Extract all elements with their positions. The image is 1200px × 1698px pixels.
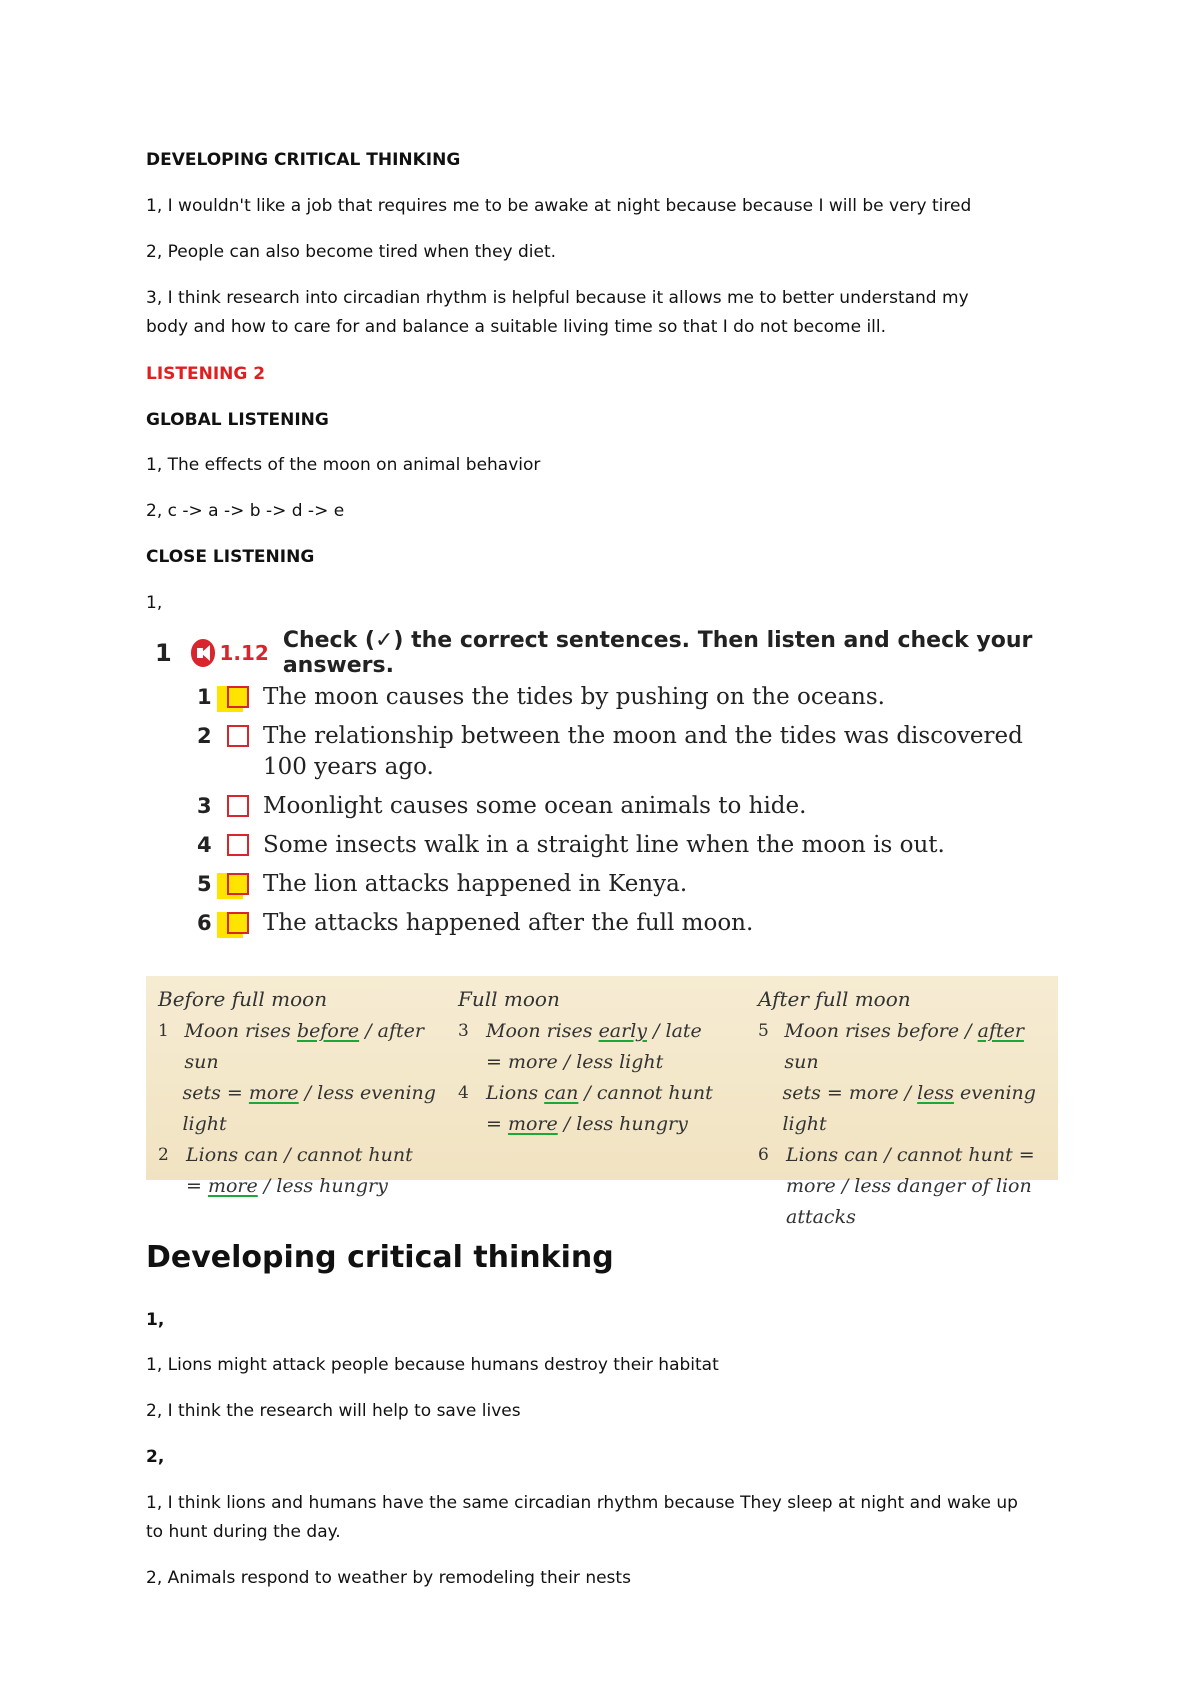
item-text-line: The relationship between the moon and the tides was discovered <box>263 723 1023 749</box>
answer-line: to hunt during the day. <box>146 1522 341 1542</box>
part-label: 1, <box>146 1310 165 1330</box>
table-row <box>158 1171 448 1202</box>
row-number: 3 <box>458 1021 469 1041</box>
row-text: attacks <box>786 1206 856 1228</box>
item-text <box>263 721 1023 783</box>
item-text: The lion attacks happened in Kenya. <box>263 871 688 897</box>
row-text: = more / less hungry <box>486 1113 688 1135</box>
answer-line: 2, People can also become tired when they diet. <box>146 242 557 262</box>
row-text: = more / less light <box>486 1051 664 1073</box>
item-label: 1, <box>146 593 163 613</box>
item-number: 3 <box>197 794 212 818</box>
exercise-image <box>155 630 1055 950</box>
row-text: Lions can / cannot hunt <box>186 1144 413 1166</box>
listening-heading: LISTENING 2 <box>146 364 266 384</box>
checkbox[interactable] <box>227 795 249 817</box>
column-title: Full moon <box>458 987 560 1011</box>
checkbox-checked[interactable] <box>227 873 249 895</box>
table-column <box>158 982 448 1202</box>
row-number: 5 <box>758 1021 769 1041</box>
column-title: After full moon <box>758 987 911 1011</box>
row-text: Moon rises before / after sun <box>784 1020 1024 1073</box>
answer-line: body and how to care for and balance a suitable living time so that I do not become ill. <box>146 317 887 337</box>
row-text: sets = more / less evening light <box>782 1082 1036 1135</box>
row-text: Lions can / cannot hunt = <box>786 1144 1035 1166</box>
item-number: 2 <box>197 724 212 748</box>
table-row <box>758 1140 1048 1171</box>
checkbox[interactable] <box>227 725 249 747</box>
answer-line: 2, I think the research will help to save lives <box>146 1401 521 1421</box>
table-column <box>758 982 1048 1233</box>
global-listening-heading: GLOBAL LISTENING <box>146 410 329 430</box>
exercise-header <box>155 628 1055 678</box>
section-heading: DEVELOPING CRITICAL THINKING <box>146 150 461 170</box>
row-text: more / less danger of lion <box>786 1175 1032 1197</box>
exercise-instruction: Check (✓) the correct sentences. Then listen and check your answers. <box>282 628 1033 678</box>
table-row <box>458 1109 748 1140</box>
item-text: The moon causes the tides by pushing on the oceans. <box>263 684 885 710</box>
part-label: 2, <box>146 1447 165 1467</box>
table-row <box>458 1078 748 1109</box>
item-text: The attacks happened after the full moon. <box>263 910 754 936</box>
close-listening-heading: CLOSE LISTENING <box>146 547 315 567</box>
row-text: Lions can / cannot hunt <box>486 1082 713 1104</box>
row-number: 4 <box>458 1083 469 1103</box>
table-row <box>458 1047 748 1078</box>
table-row <box>758 1016 1048 1078</box>
exercise-number: 1 <box>155 639 172 667</box>
item-number: 1 <box>197 685 212 709</box>
row-number: 1 <box>158 1021 169 1041</box>
exercise-item <box>197 830 945 861</box>
item-text-line: 100 years ago. <box>263 754 434 780</box>
item-number: 6 <box>197 911 212 935</box>
moon-phase-table <box>146 976 1058 1228</box>
table-row <box>158 1078 448 1140</box>
answer-line: 1, Lions might attack people because humans destroy their habitat <box>146 1355 719 1375</box>
column-title: Before full moon <box>158 987 328 1011</box>
answer-line: 3, I think research into circadian rhythm is helpful because it allows me to better understand my <box>146 288 969 308</box>
exercise-item <box>197 721 1023 783</box>
row-text: = more / less hungry <box>186 1175 388 1197</box>
item-text: Some insects walk in a straight line when the moon is out. <box>263 832 945 858</box>
table-row <box>758 1078 1048 1140</box>
row-text: sets = more / less evening light <box>182 1082 436 1135</box>
checkbox-checked[interactable] <box>227 686 249 708</box>
section-title: Developing critical thinking <box>146 1240 614 1275</box>
answer-line: 1, I think lions and humans have the same circadian rhythm because They sleep at night and wake up <box>146 1493 1018 1513</box>
table-row <box>158 1016 448 1078</box>
answer-line: 1, The effects of the moon on animal behavior <box>146 455 541 475</box>
exercise-item <box>197 908 753 939</box>
answer-line: 1, I wouldn't like a job that requires me to be awake at night because because I will be very tired <box>146 196 972 216</box>
item-number: 5 <box>197 872 212 896</box>
table-row <box>758 1171 1048 1202</box>
checkbox[interactable] <box>227 834 249 856</box>
exercise-item <box>197 682 885 713</box>
row-number: 2 <box>158 1145 169 1165</box>
checkbox-checked[interactable] <box>227 912 249 934</box>
table-row <box>758 1202 1048 1233</box>
row-text: Moon rises early / late <box>486 1020 702 1042</box>
table-row <box>158 1140 448 1171</box>
track-number: 1.12 <box>219 641 269 665</box>
item-number: 4 <box>197 833 212 857</box>
row-number: 6 <box>758 1145 769 1165</box>
row-text: Moon rises before / after sun <box>184 1020 424 1073</box>
answer-line: 2, c -> a -> b -> d -> e <box>146 501 345 521</box>
answer-line: 2, Animals respond to weather by remodeling their nests <box>146 1568 631 1588</box>
item-text: Moonlight causes some ocean animals to hide. <box>263 793 807 819</box>
table-row <box>458 1016 748 1047</box>
exercise-item <box>197 869 687 900</box>
exercise-item <box>197 791 806 822</box>
audio-icon <box>191 639 216 667</box>
table-column <box>458 982 748 1140</box>
